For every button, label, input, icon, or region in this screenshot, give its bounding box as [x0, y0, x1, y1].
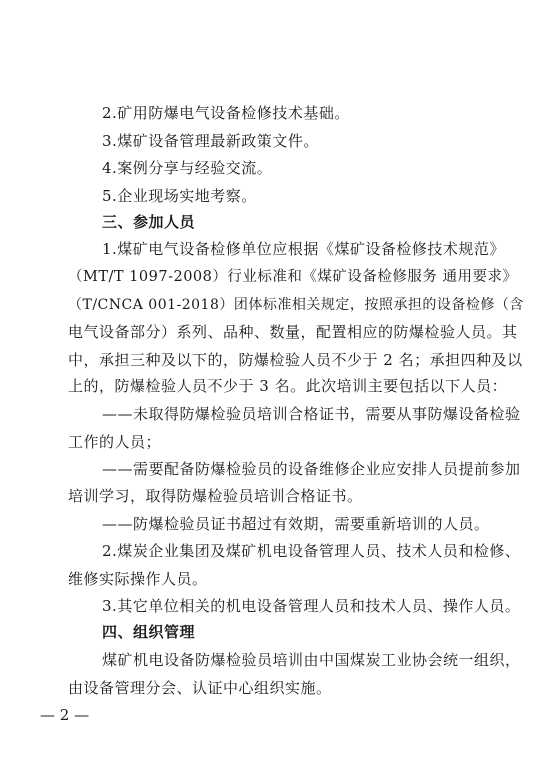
dash-item-line: ——防爆检验员证书超过有效期，需要重新培训的人员。 [102, 515, 490, 533]
list-item-topic-5: 5.企业现场实地考察。 [102, 187, 257, 205]
section-heading-participants: 三、参加人员 [102, 213, 196, 231]
dash-item-line: 培训学习，取得防爆检验员培训合格证书。 [68, 487, 363, 505]
paragraph-line: （MT/T 1097-2008）行业标准和《煤矿设备检修服务 通用要求》 [68, 269, 518, 285]
paragraph-line: 电气设备部分）系列、品种、数量，配置相应的防爆检验人员。其 [68, 323, 518, 341]
paragraph-line: 2.煤炭企业集团及煤矿机电设备管理人员、技术人员和检修、 [102, 542, 521, 560]
list-item-topic-2: 2.矿用防爆电气设备检修技术基础。 [102, 104, 350, 122]
dash-item-line: 工作的人员； [68, 433, 162, 451]
paragraph-line: 维修实际操作人员。 [68, 570, 208, 588]
paragraph-line: （T/CNCA 001-2018）团体标准相关规定，按照承担的设备检修（含 [68, 297, 524, 313]
page-number: — 2 — [40, 706, 90, 724]
paragraph-line: 煤矿机电设备防爆检验员培训由中国煤炭工业协会统一组织， [102, 651, 521, 669]
dash-item-line: ——需要配备防爆检验员的设备维修企业应安排人员提前参加 [102, 460, 521, 478]
dash-item-line: ——未取得防爆检验员培训合格证书，需要从事防爆设备检验 [102, 405, 521, 423]
list-item-topic-4: 4.案例分享与经验交流。 [102, 159, 273, 177]
list-item-topic-3: 3.煤矿设备管理最新政策文件。 [102, 132, 319, 150]
paragraph-line: 中，承担三种及以下的，防爆检验人员不少于 2 名；承担四种及以 [68, 351, 523, 369]
paragraph-line: 上的，防爆检验人员不少于 3 名。此次培训主要包括以下人员： [68, 377, 508, 395]
section-heading-organization: 四、组织管理 [102, 623, 196, 641]
paragraph-line: 由设备管理分会、认证中心组织实施。 [68, 679, 332, 697]
paragraph-line: 1.煤矿电气设备检修单位应根据《煤矿设备检修技术规范》 [102, 240, 505, 258]
paragraph-line: 3.其它单位相关的机电设备管理人员和技术人员、操作人员。 [102, 597, 521, 615]
